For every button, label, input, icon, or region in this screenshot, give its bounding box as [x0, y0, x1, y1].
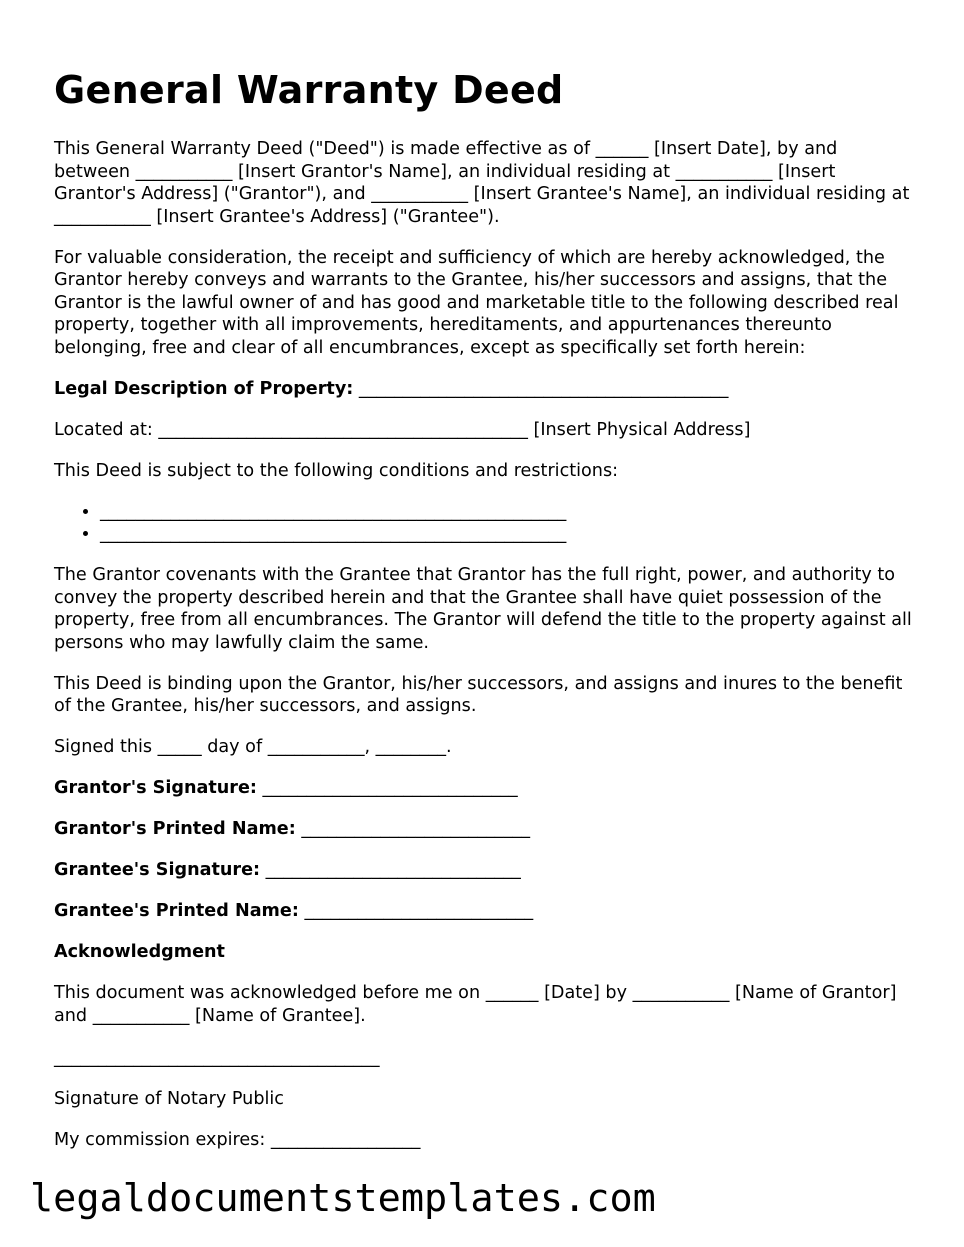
- acknowledgment-paragraph: This document was acknowledged before me on ______ [Date] by ___________ [Name of Grantor] and ___________ [Name of Grantee].: [54, 983, 897, 1026]
- signed-line: Signed this _____ day of ___________, ________.: [54, 737, 452, 757]
- grantor-signature-line: [54, 777, 914, 800]
- grantee-printed-name-line: [54, 900, 914, 923]
- condition-item: • _____________________________________________________: [100, 501, 914, 524]
- condition-item: • _____________________________________________________: [100, 523, 914, 546]
- legal-description-blank: __________________________________________: [358, 378, 729, 399]
- document-title: General Warranty Deed: [54, 68, 564, 112]
- acknowledgment-heading: Acknowledgment: [54, 942, 225, 962]
- grantee-signature-label: Grantee's Signature:: [54, 860, 261, 880]
- grantor-signature-label: Grantor's Signature:: [54, 778, 257, 798]
- grantor-printed-name-line: [54, 818, 914, 841]
- legal-description-line: [54, 378, 914, 401]
- located-at-line: Located at: __________________________________________ [Insert Physical Address]: [54, 419, 751, 440]
- covenant-paragraph: The Grantor covenants with the Grantee that Grantor has the full right, power, and authority to convey the property described herein and that the Grantee shall have quiet possession of the property, free from all encumbrances. The Grantor will defend the title to the property against all persons who may lawfully claim the same.: [54, 565, 912, 653]
- intro-paragraph: This General Warranty Deed ("Deed") is made effective as of ______ [Insert Date], by and between ___________ [Insert Grantor's Name], an individual residing at ___________ [Insert Grantor's Address] ("Grantor"), and ___________ [Insert Grantee's Name], an individual residing at ___________ [Insert Grantee's Address] ("Grantee").: [54, 139, 910, 227]
- consideration-paragraph: For valuable consideration, the receipt and sufficiency of which are hereby acknowledged, the Grantor hereby conveys and warrants to the Grantee, his/her successors and assigns, that the Grantor is the lawful owner of and has good and marketable title to the following described real property, together with all improvements, hereditaments, and appurtenances thereunto belonging, free and clear of all encumbrances, except as specifically set forth herein:: [54, 247, 899, 358]
- grantor-printed-name-label: Grantor's Printed Name:: [54, 819, 296, 839]
- commission-expires-line: My commission expires: _________________: [54, 1130, 421, 1150]
- binding-paragraph: This Deed is binding upon the Grantor, his/her successors, and assigns and inures to the benefit of the Grantee, his/her successors, and assigns.: [54, 673, 903, 716]
- site-watermark: legaldocumentstemplates.com: [30, 1176, 656, 1221]
- deed-document: [54, 62, 914, 1170]
- conditions-list: [54, 501, 914, 546]
- grantee-signature-blank: _____________________________: [265, 860, 521, 880]
- notary-signature-blank: _____________________________________: [54, 1048, 380, 1068]
- notary-signature-label: Signature of Notary Public: [54, 1089, 284, 1109]
- grantee-printed-name-blank: __________________________: [304, 901, 534, 921]
- grantor-printed-name-blank: __________________________: [301, 819, 531, 839]
- legal-description-label: Legal Description of Property:: [54, 378, 354, 399]
- grantee-printed-name-label: Grantee's Printed Name:: [54, 901, 299, 921]
- grantor-signature-blank: _____________________________: [262, 778, 518, 798]
- conditions-intro: This Deed is subject to the following conditions and restrictions:: [54, 460, 619, 481]
- grantee-signature-line: [54, 859, 914, 882]
